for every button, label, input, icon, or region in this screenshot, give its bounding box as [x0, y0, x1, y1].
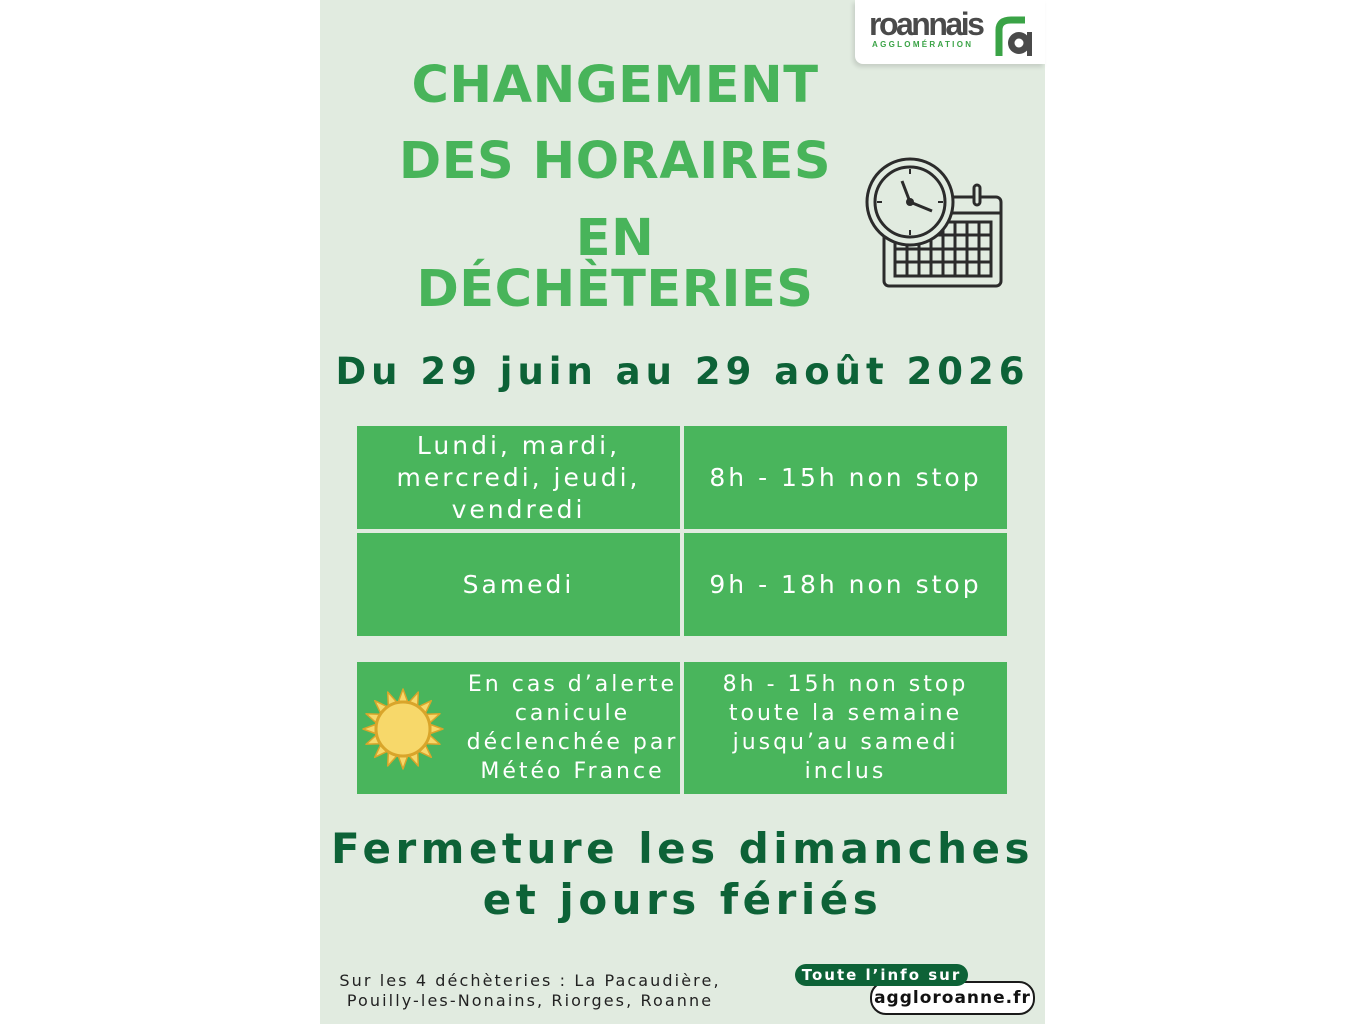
weekdays-line-2: mercredi, jeudi,	[396, 462, 641, 492]
logo-mark-icon	[995, 16, 1037, 58]
heatwave-hours	[684, 662, 1007, 794]
sun-ray	[431, 725, 443, 734]
sun-ray	[363, 725, 375, 734]
clock-calendar-icon	[862, 155, 1008, 291]
heatwave-hours-line-4: inclus	[804, 759, 887, 784]
heatwave-hours-line-3: jusqu’au samedi	[732, 730, 959, 755]
footer-locations-line-2: Pouilly-les-Nonains, Riorges, Roanne	[346, 991, 714, 1010]
footer-locations	[330, 971, 730, 1011]
closing-line-2: et jours fériés	[482, 875, 883, 924]
title-line-2: DES HORAIRES	[398, 132, 832, 191]
period-dates: Du 29 juin au 29 août 2026	[335, 350, 1030, 393]
title-line-1: CHANGEMENT	[411, 56, 819, 115]
closing-line-1: Fermeture les dimanches	[331, 824, 1034, 873]
schedule-hours-saturday: 9h - 18h non stop	[684, 533, 1007, 636]
logo-subtitle: AGGLOMÉRATION	[872, 40, 974, 49]
schedule-days-weekdays	[357, 426, 680, 529]
heatwave-condition-line-3: déclenchée par	[466, 730, 679, 755]
weekdays-line-1: Lundi, mardi,	[416, 430, 621, 460]
info-label: Toute l’info sur	[795, 964, 968, 986]
heatwave-hours-line-1: 8h - 15h non stop	[722, 672, 969, 697]
schedule-hours-weekdays: 8h - 15h non stop	[684, 426, 1007, 529]
footer-locations-line-1: Sur les 4 déchèteries : La Pacaudière,	[339, 971, 721, 990]
sun-ray	[399, 757, 408, 769]
heatwave-hours-line-2: toute la semaine	[728, 701, 963, 726]
sun-icon	[362, 688, 444, 770]
heatwave-condition-line-1: En cas d’alerte	[467, 672, 678, 697]
sun-ray	[399, 689, 408, 701]
logo-wordmark: roannais	[869, 6, 983, 42]
heatwave-condition-line-2: canicule	[514, 701, 631, 726]
closing-notice	[320, 823, 1045, 925]
weekdays-line-3: vendredi	[451, 494, 586, 524]
schedule-days-saturday: Samedi	[357, 533, 680, 636]
website-link[interactable]: aggloroanne.fr	[870, 981, 1035, 1015]
title-line-3: EN DÉCHÈTERIES	[416, 209, 814, 319]
heatwave-condition-line-4: Météo France	[480, 759, 665, 784]
